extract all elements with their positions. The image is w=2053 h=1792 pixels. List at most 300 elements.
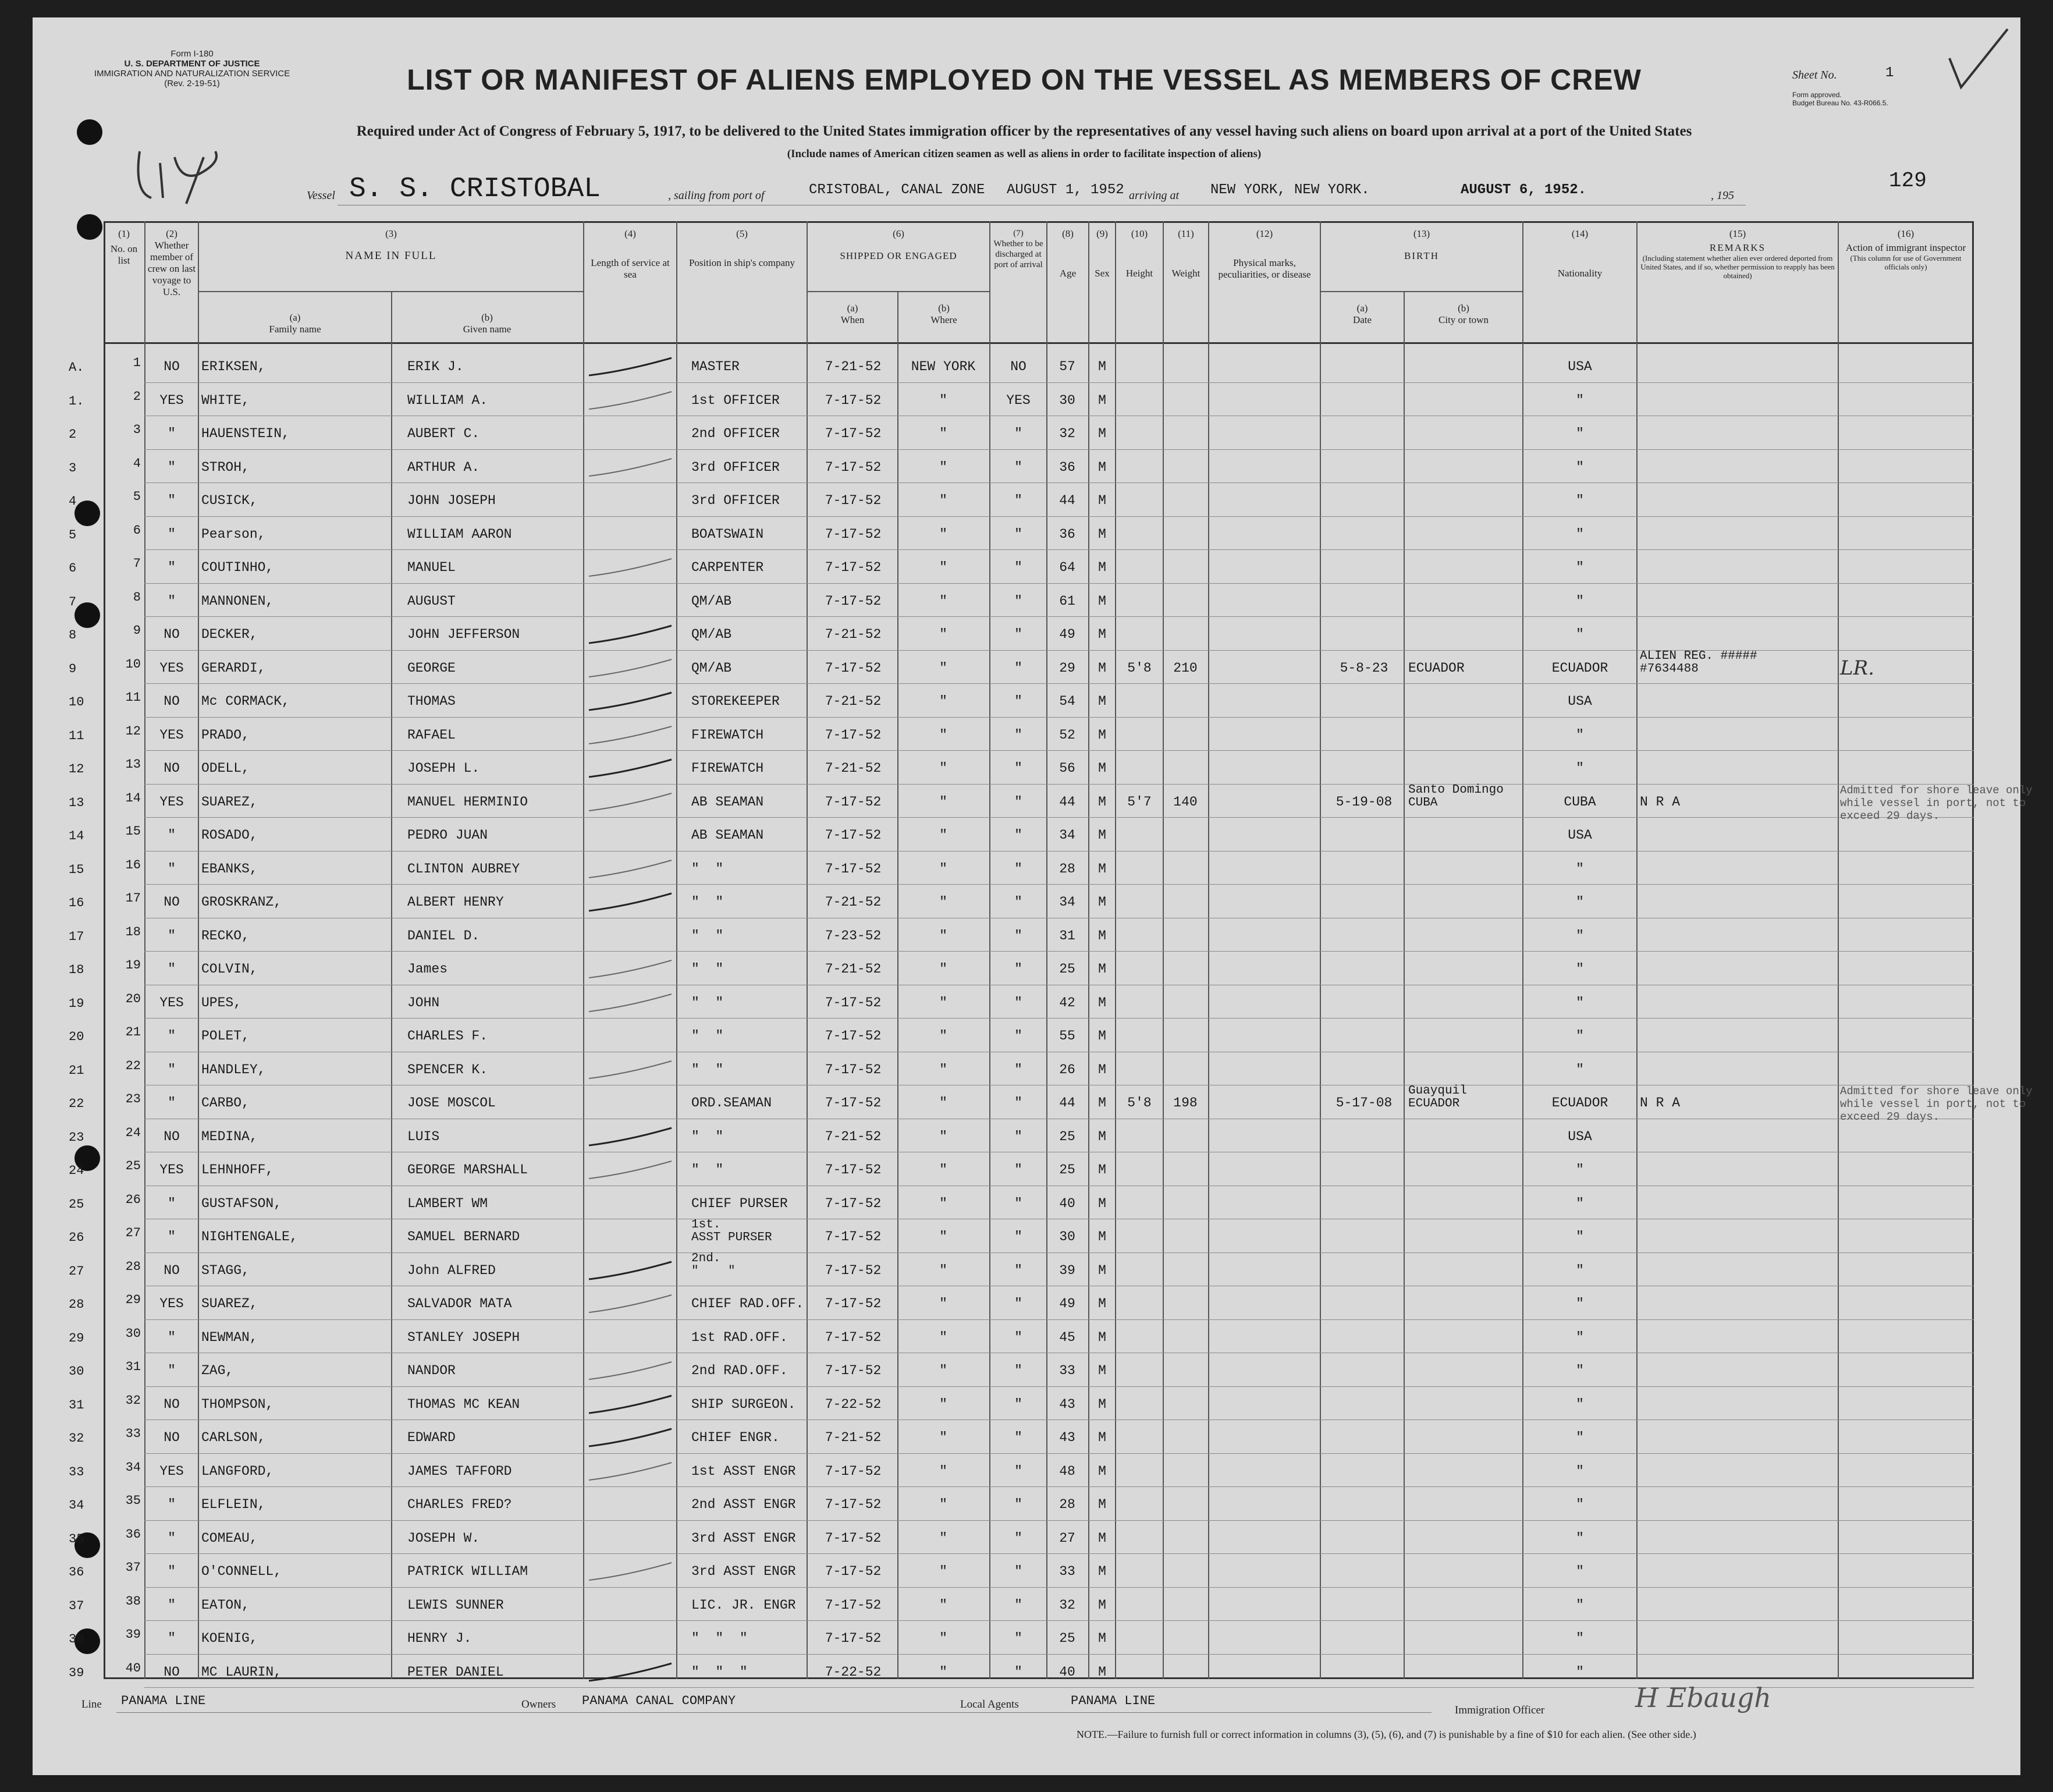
birth-place-cell [1408,425,1521,448]
family-name-cell: EBANKS, [201,861,258,877]
col-11-num: (11) [1178,228,1194,239]
birth-place-cell [1408,1362,1521,1385]
col-7-header [990,228,1046,270]
row-divider [144,951,1974,952]
punch-hole [77,119,102,145]
shipped-when-cell: 7-17-52 [825,1296,882,1311]
column-divider [1320,221,1321,1679]
row-divider [144,616,1974,617]
position-cell: MASTER [691,359,740,374]
list-number: 28 [125,1259,141,1274]
nationality-cell: " [1576,1597,1584,1613]
age-cell: 43 [1059,1396,1075,1412]
given-name-cell: JOHN JEFFERSON [407,627,520,642]
footer-note: NOTE.—Failure to furnish full or correct information in columns (3), (5), (6), and (7) is punishable by a fine of $10 for each alien. (See other side.) [1077,1729,1696,1740]
age-cell: 30 [1059,392,1075,408]
nationality-cell: " [1576,1463,1584,1479]
position-cell: LIC. JR. ENGR [691,1597,796,1613]
discharged-cell: " [1014,1062,1022,1077]
family-name-cell: LANGFORD, [201,1463,274,1479]
birth-place-cell [1408,994,1521,1017]
birth-date-cell [1326,1362,1402,1385]
list-number: 26 [125,1192,141,1207]
nationality-cell: USA [1568,694,1592,709]
column-divider [897,291,898,1679]
position-cell: " " [691,1062,724,1077]
shipped-when-cell: 7-23-52 [825,928,882,943]
sex-cell: M [1098,1129,1106,1144]
given-name-cell: HENRY J. [407,1631,472,1646]
height-cell [1117,626,1162,649]
shipped-where-cell: " [939,727,947,743]
list-number: 37 [125,1560,141,1575]
position-cell: 2nd RAD.OFF. [691,1363,788,1378]
family-name-cell: GUSTAFSON, [201,1195,282,1211]
sex-cell: M [1098,794,1106,810]
prev-voyage-cell: " [168,1497,176,1512]
shipped-when-cell: 7-17-52 [825,1363,882,1378]
age-cell: 25 [1059,1631,1075,1646]
position-cell: AB SEAMAN [691,828,764,843]
weight-cell [1164,425,1207,448]
shipped-when-cell: 7-17-52 [825,1229,882,1244]
remarks-cell [1640,1362,1837,1385]
shipped-where-cell: " [939,1564,947,1579]
sex-cell: M [1098,1296,1106,1311]
service-stroke [587,389,674,413]
list-number: 18 [125,924,141,939]
list-number: 3 [133,423,141,437]
list-number: 23 [125,1092,141,1106]
list-number: 8 [133,590,141,605]
birth-place-cell [1408,1262,1521,1285]
remarks-cell [1640,960,1837,984]
form-approved-line1: Form approved. [1792,91,1842,99]
family-name-cell: EATON, [201,1597,250,1613]
nationality-cell: " [1576,761,1584,776]
discharged-cell: NO [1010,359,1026,374]
height-cell [1117,1228,1162,1251]
col-6a-header: (a) When [840,303,865,325]
position-cell: " " [691,1162,724,1177]
discharged-cell: " [1014,660,1022,676]
age-cell: 36 [1059,526,1075,542]
height-cell [1117,826,1162,850]
birth-place-cell [1408,1228,1521,1251]
prev-voyage-cell: " [168,593,176,609]
birth-place-cell [1408,960,1521,984]
inspector-action-cell [1840,760,1973,783]
inspector-action-cell [1840,626,1973,649]
shipped-when-cell: 7-17-52 [825,493,882,508]
remarks-cell [1640,893,1837,917]
family-name-cell: COUTINHO, [201,560,274,575]
discharged-cell: " [1014,1664,1022,1680]
margin-number: 17 [69,929,84,944]
position-cell: 3rd OFFICER [691,459,780,475]
margin-number: 25 [69,1197,84,1212]
weight-cell [1164,1563,1207,1586]
margin-number: 30 [69,1364,84,1379]
age-cell: 30 [1059,1229,1075,1244]
prev-voyage-cell: " [168,928,176,943]
discharged-cell: " [1014,794,1022,810]
given-name-cell: PETER DANIEL [407,1664,504,1680]
birth-date-cell [1326,994,1402,1017]
column-divider [583,221,584,1679]
remarks-cell [1640,459,1837,482]
prev-voyage-cell: NO [164,1430,180,1445]
col-5-label: Position in ship's company [688,257,795,268]
birth-date-cell [1326,1061,1402,1084]
shipped-when-cell: 7-17-52 [825,828,882,843]
birth-place-cell [1408,1295,1521,1318]
shipped-when-cell: 7-17-52 [825,1062,882,1077]
inspector-action-cell [1840,1161,1973,1184]
vessel-label: Vessel [307,189,335,202]
inspector-action-cell [1840,693,1973,716]
margin-number: 5 [69,527,77,542]
position-cell: CHIEF ENGR. [691,1430,780,1445]
given-name-cell: JOHN JOSEPH [407,493,496,508]
discharged-cell: " [1014,1430,1022,1445]
service-stroke [587,1360,674,1383]
inspector-action-cell [1840,1396,1973,1419]
height-cell [1117,1128,1162,1151]
col-8-header [1047,228,1088,279]
weight-cell [1164,492,1207,515]
birth-date-cell [1326,492,1402,515]
remarks-cell [1640,927,1837,950]
height-cell [1117,592,1162,616]
service-stroke [587,690,674,714]
sex-cell: M [1098,1530,1106,1546]
list-number: 40 [125,1660,141,1676]
given-name-cell: ARTHUR A. [407,459,480,475]
remarks-cell [1640,1061,1837,1084]
birth-place-cell [1408,1496,1521,1519]
list-number: 10 [125,657,141,672]
height-cell [1117,1262,1162,1285]
margin-number: 36 [69,1565,84,1580]
prev-voyage-cell: " [168,1564,176,1579]
shipped-when-cell: 7-21-52 [825,627,882,642]
arriving-label: arriving at [1129,189,1180,202]
family-name-cell: THOMPSON, [201,1396,274,1412]
height-cell [1117,1596,1162,1620]
height-cell [1117,927,1162,950]
margin-number: 6 [69,561,77,576]
shipped-where-cell: " [939,928,947,943]
family-name-cell: RECKO, [201,928,250,943]
col-5-header [677,228,807,269]
shipped-when-cell: 7-17-52 [825,1530,882,1546]
given-name-cell: John ALFRED [407,1262,496,1278]
inspector-action-cell [1840,1563,1973,1586]
list-number: 35 [125,1493,141,1508]
discharged-cell: " [1014,1229,1022,1244]
row-divider [144,549,1974,550]
position-cell: 3rd OFFICER [691,493,780,508]
position-cell: " " [691,995,724,1010]
col-14-header [1523,228,1636,279]
row-divider [144,1654,1974,1655]
margin-number: 32 [69,1431,84,1446]
position-cell: BOATSWAIN [691,526,764,542]
prev-voyage-cell: " [168,1062,176,1077]
col-13a-header: (a) Date [1352,303,1372,325]
col-7-num: (7) [1013,229,1024,238]
prev-voyage-cell: YES [159,1296,184,1311]
service-stroke [587,958,674,981]
family-name-cell: POLET, [201,1028,250,1044]
shipped-when-cell: 7-17-52 [825,1195,882,1211]
remarks-cell [1640,1496,1837,1519]
given-name-cell: SAMUEL BERNARD [407,1229,520,1244]
col-6-num: (6) [893,228,904,239]
position-cell: QM/AB [691,627,732,642]
row-divider [144,583,1974,584]
family-name-cell: SUAREZ, [201,794,258,810]
weight-cell: 210 [1173,660,1198,676]
weight-cell [1164,1161,1207,1184]
nationality-cell: " [1576,961,1584,977]
age-cell: 33 [1059,1564,1075,1579]
birth-date-cell [1326,826,1402,850]
height-cell [1117,726,1162,750]
prev-voyage-cell: YES [159,660,184,676]
col-8-num: (8) [1062,228,1074,239]
age-cell: 56 [1059,761,1075,776]
column-divider [391,291,392,1679]
prev-voyage-cell: " [168,526,176,542]
list-number: 22 [125,1058,141,1073]
family-name-cell: DECKER, [201,627,258,642]
position-cell: CARPENTER [691,560,764,575]
birth-date-cell [1326,1429,1402,1452]
position-cell: " " [691,1129,724,1144]
nationality-cell: ECUADOR [1551,660,1608,676]
nationality-cell: " [1576,1062,1584,1077]
birth-place-cell [1408,459,1521,482]
age-cell: 25 [1059,1129,1075,1144]
height-cell [1117,960,1162,984]
service-stroke [587,1159,674,1182]
remarks-cell [1640,1027,1837,1051]
birth-place-cell: Guayquil ECUADOR [1408,1084,1467,1110]
nationality-cell: " [1576,526,1584,542]
position-cell: 3rd ASST ENGR [691,1530,796,1546]
owners-value: PANAMA CANAL COMPANY [582,1694,736,1708]
list-number: 20 [125,991,141,1006]
shipped-where-cell: " [939,1463,947,1479]
sex-cell: M [1098,694,1106,709]
discharged-cell: " [1014,560,1022,575]
service-stroke [587,1393,674,1417]
shipped-where-cell: " [939,1597,947,1613]
shipped-when-cell: 7-21-52 [825,895,882,910]
sex-cell: M [1098,459,1106,475]
given-name-cell: CLINTON AUBREY [407,861,520,877]
service-stroke [587,1426,674,1450]
shipped-where-cell: " [939,1129,947,1144]
birth-date-cell [1326,1161,1402,1184]
position-cell: SHIP SURGEON. [691,1396,796,1412]
nationality-cell: " [1576,1664,1584,1680]
col-8-label: Age [1059,268,1077,279]
margin-number: 15 [69,862,84,877]
family-name-cell: MANNONEN, [201,593,274,609]
birth-date-cell [1326,1596,1402,1620]
inspector-action-cell: Admitted for shore while vessel in port, exceed 29 days. [1840,783,1980,822]
weight-cell [1164,592,1207,616]
birth-place-cell [1408,1195,1521,1218]
nationality-cell: " [1576,1497,1584,1512]
form-id: Form I-180 [171,49,214,59]
birth-date-cell [1326,1630,1402,1653]
margin-number: 21 [69,1063,84,1078]
shipped-when-cell: 7-17-52 [825,1162,882,1177]
row-divider [144,1553,1974,1554]
nationality-cell: " [1576,426,1584,441]
row-divider [144,1520,1974,1521]
prev-voyage-cell: NO [164,1129,180,1144]
margin-number: 27 [69,1264,84,1279]
remarks-cell [1640,760,1837,783]
prev-voyage-cell: " [168,1329,176,1345]
remarks-cell: N R A [1640,794,1681,810]
remarks-cell [1640,592,1837,616]
prev-voyage-cell: " [168,1363,176,1378]
remarks-cell: N R A [1640,1095,1681,1110]
inspector-action-cell [1840,994,1973,1017]
shipped-when-cell: 7-17-52 [825,1095,882,1110]
list-number: 24 [125,1125,141,1140]
margin-number: 18 [69,963,84,977]
position-cell: " " " [691,1631,748,1646]
prev-voyage-cell: NO [164,694,180,709]
inspector-action-cell [1840,1596,1973,1620]
birth-place-cell [1408,893,1521,917]
row-divider [144,784,1974,785]
discharged-cell: " [1014,761,1022,776]
weight-cell [1164,1061,1207,1084]
nationality-cell: USA [1568,359,1592,374]
department: U. S. DEPARTMENT OF JUSTICE [124,59,260,69]
family-name-cell: ELFLEIN, [201,1497,266,1512]
remarks-cell [1640,1228,1837,1251]
prev-voyage-cell: YES [159,727,184,743]
family-name-cell: CUSICK, [201,493,258,508]
footer-underline [116,1712,1432,1713]
birth-place-cell [1408,392,1521,415]
sex-cell: M [1098,426,1106,441]
birth-date-cell [1326,358,1402,381]
col-3b-header: (b) Given name [463,312,512,335]
given-name-cell: CHARLES FRED? [407,1497,512,1512]
given-name-cell: James [407,961,448,977]
col-13-num: (13) [1413,228,1430,239]
discharged-cell: " [1014,1497,1022,1512]
col-13-label: BIRTH [1404,250,1439,261]
row-divider [144,1319,1974,1320]
given-name-cell: JOSEPH L. [407,761,480,776]
weight-cell [1164,960,1207,984]
weight-cell [1164,392,1207,415]
nationality-cell: USA [1568,828,1592,843]
row-divider [144,1018,1974,1019]
sheet-no: 1 [1885,65,1894,81]
margin-number: A. [69,360,84,375]
from-port: CRISTOBAL, CANAL ZONE [809,182,985,198]
prev-voyage-cell: NO [164,1664,180,1680]
discharged-cell: " [1014,1262,1022,1278]
discharged-cell: " [1014,1363,1022,1378]
col-15-sublabel: (Including statement whether alien ever ordered deported from United States, and if so, whether permission to reapply has been obtained) [1640,254,1835,280]
birth-date-cell [1326,1295,1402,1318]
col-4-header [584,228,676,281]
column-divider [1115,221,1116,1679]
nationality-cell: " [1576,459,1584,475]
row-divider [144,1486,1974,1487]
inspector-action-cell [1840,526,1973,549]
birth-place-cell [1408,492,1521,515]
given-name-cell: WILLIAM A. [407,392,488,408]
service-stroke [587,657,674,680]
sex-cell: M [1098,1430,1106,1445]
margin-number: 24 [69,1163,84,1178]
sex-cell: M [1098,1229,1106,1244]
given-name-cell: AUGUST [407,593,456,609]
remarks-cell: ALIEN REG. ##### #7634488 [1640,649,1757,676]
given-name-cell: GEORGE MARSHALL [407,1162,528,1177]
birth-date-cell [1326,1396,1402,1419]
birth-date-cell [1326,1496,1402,1519]
row-divider [144,884,1974,885]
shipped-where-cell: " [939,593,947,609]
shipped-when-cell: 7-17-52 [825,392,882,408]
shipped-where-cell: " [939,1028,947,1044]
height-cell [1117,1362,1162,1385]
weight-cell [1164,1630,1207,1653]
subtitle: Required under Act of Congress of February 5, 1917, to be delivered to the United States immigration officer by the representatives of any vessel having such aliens on board upon arrival at a port of the United States [356,123,1692,139]
prev-voyage-cell: " [168,828,176,843]
inspector-action-cell [1840,492,1973,515]
birth-date-cell [1326,726,1402,750]
family-name-cell: CARLSON, [201,1430,266,1445]
margin-number: 7 [69,594,77,609]
family-name-cell: ERIKSEN, [201,359,266,374]
sex-cell: M [1098,1396,1106,1412]
nationality-cell: " [1576,1363,1584,1378]
discharged-cell: " [1014,459,1022,475]
service-stroke [587,1259,674,1283]
vessel-name: S. S. CRISTOBAL [349,173,601,205]
shipped-where-cell: " [939,1363,947,1378]
col-15-header [1638,228,1838,280]
list-number: 5 [133,489,141,504]
age-cell: 31 [1059,928,1075,943]
col-5-num: (5) [736,228,748,239]
margin-number: 39 [69,1665,84,1680]
birth-date-cell [1326,960,1402,984]
age-cell: 48 [1059,1463,1075,1479]
sail-date: AUGUST 1, 1952 [1007,182,1124,198]
weight-cell [1164,459,1207,482]
discharged-cell: " [1014,1329,1022,1345]
remarks-cell [1640,1128,1837,1151]
birth-date-cell [1326,1195,1402,1218]
